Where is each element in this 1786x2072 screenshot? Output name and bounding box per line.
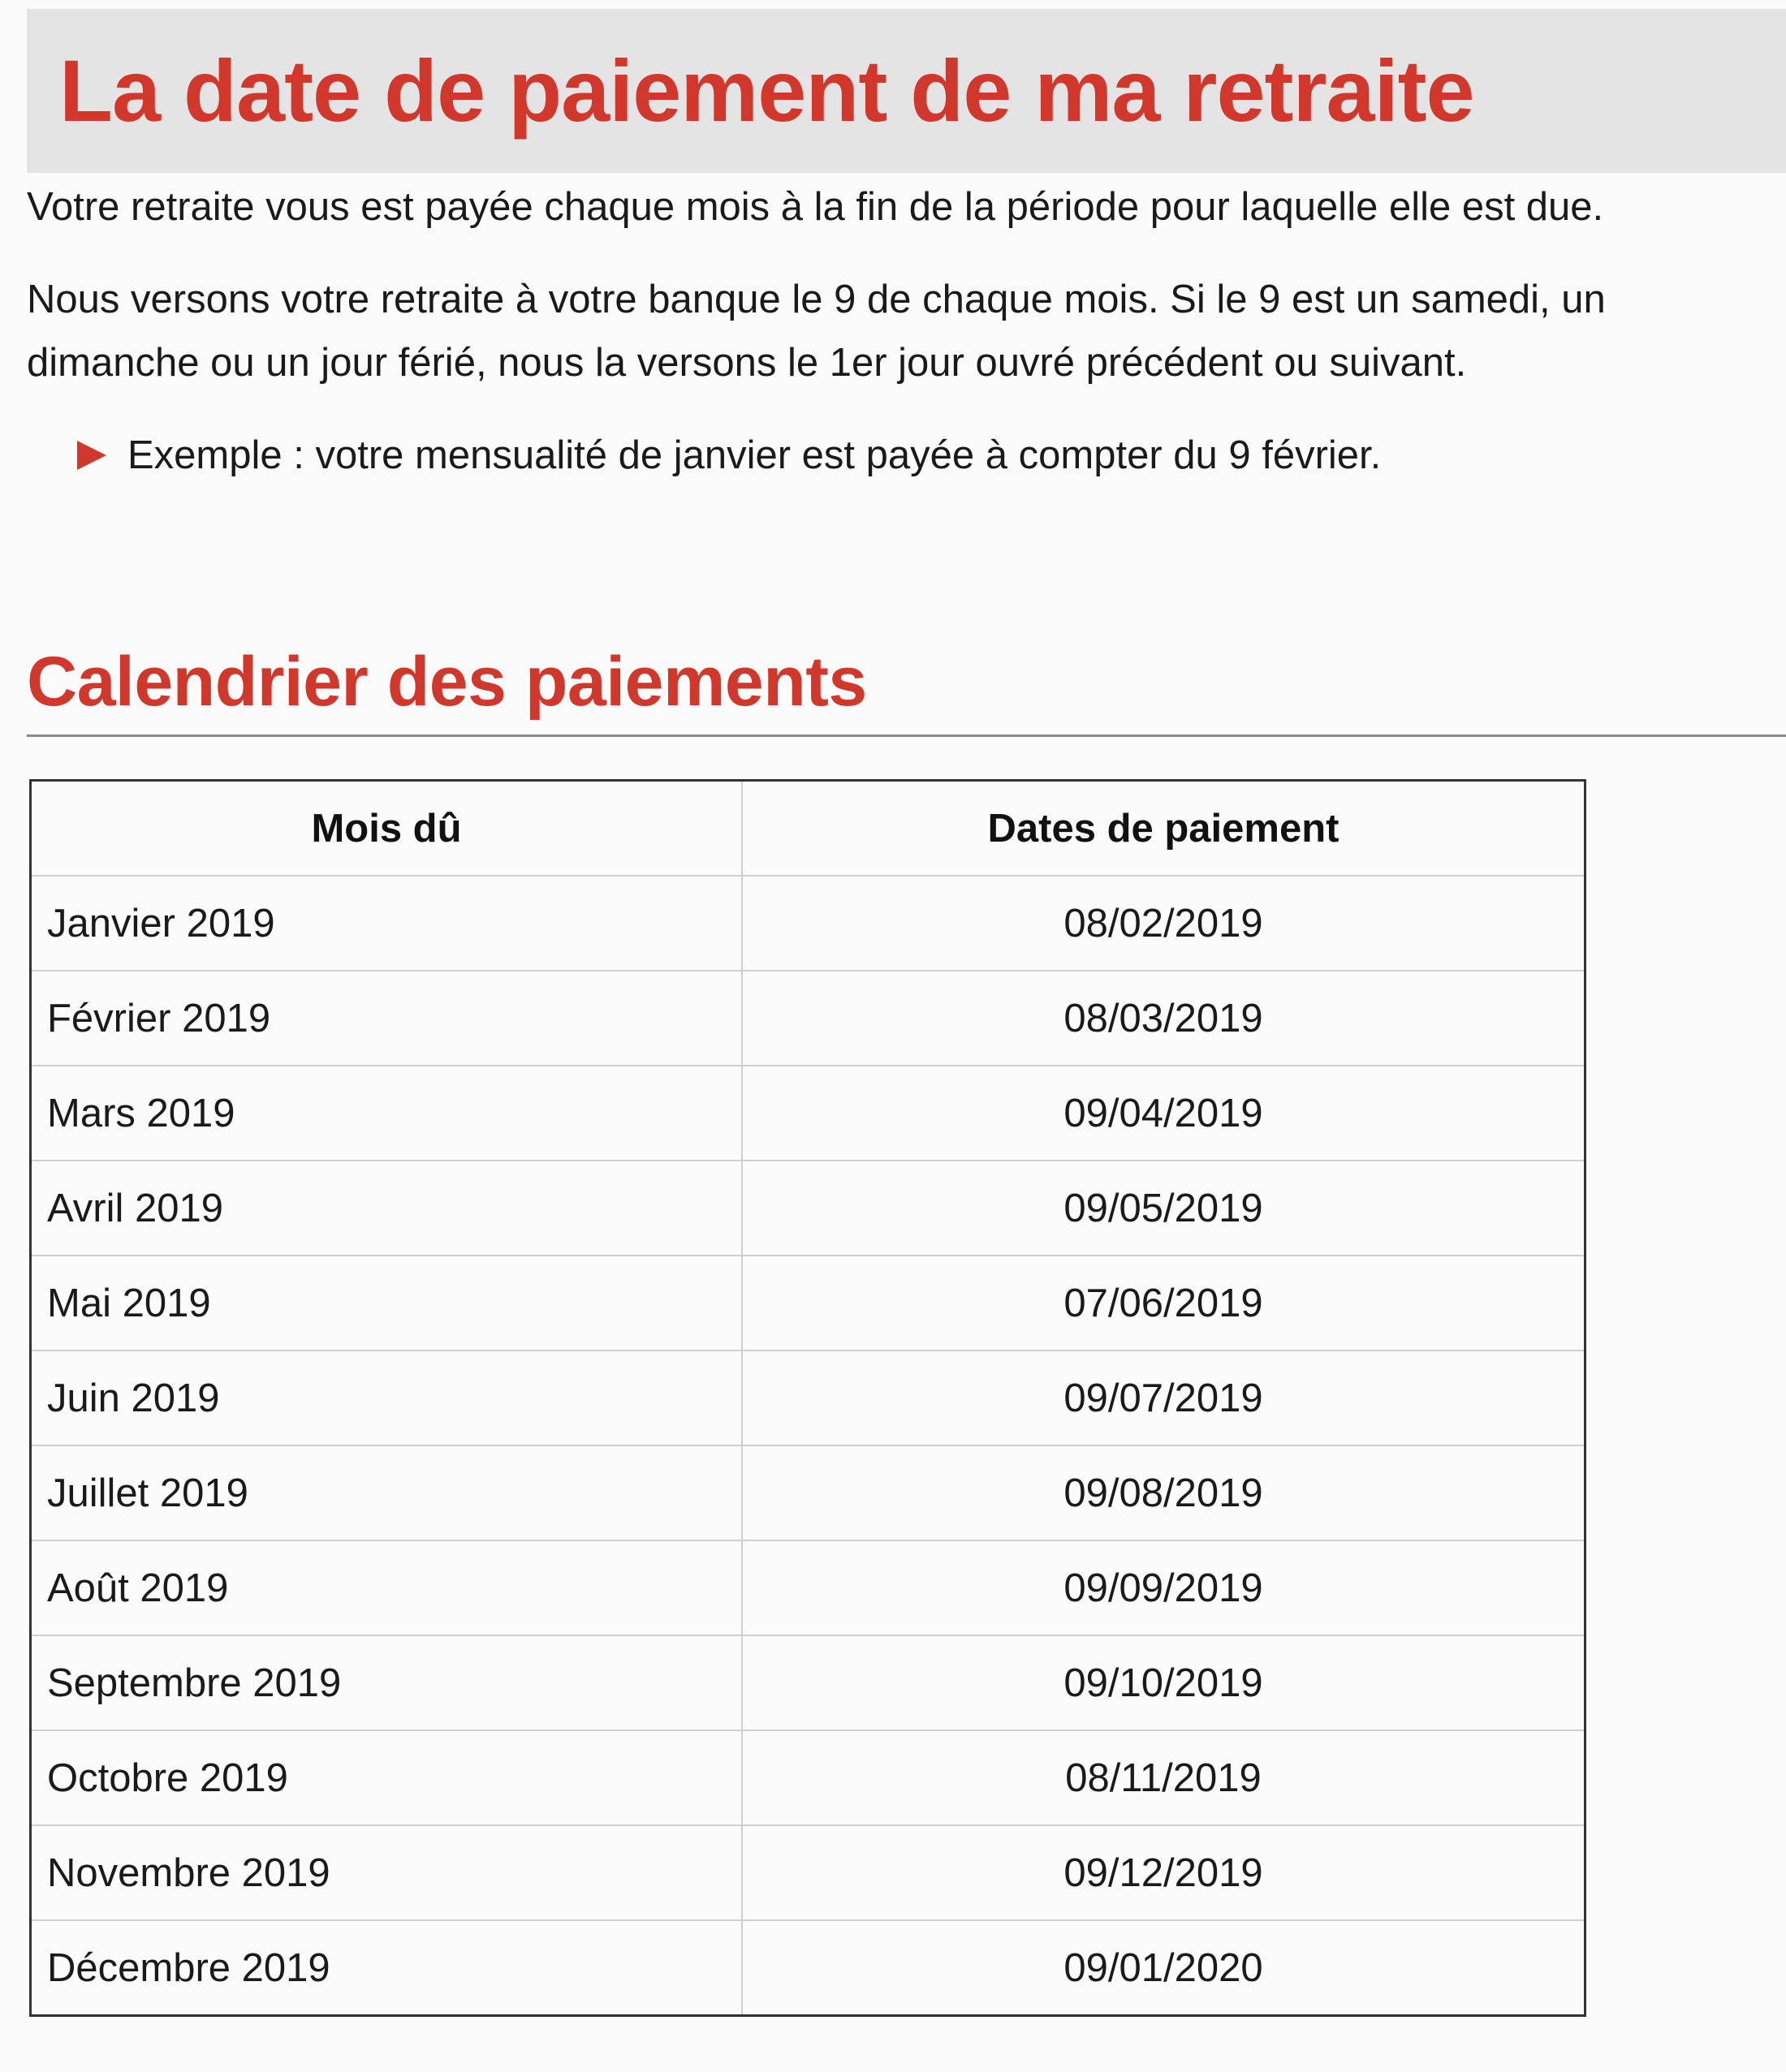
month-cell: Mars 2019 bbox=[31, 1066, 743, 1161]
payment-date-cell: 09/01/2020 bbox=[742, 1920, 1585, 2016]
payment-date-cell: 09/10/2019 bbox=[742, 1635, 1585, 1730]
table-row bbox=[31, 1540, 1585, 1635]
payment-date-cell: 08/11/2019 bbox=[742, 1730, 1585, 1825]
payment-date-cell: 09/12/2019 bbox=[742, 1825, 1585, 1920]
month-cell: Février 2019 bbox=[31, 971, 743, 1066]
table-row bbox=[31, 1920, 1585, 2016]
month-cell: Juin 2019 bbox=[31, 1350, 743, 1445]
payment-date-cell: 09/07/2019 bbox=[742, 1350, 1585, 1445]
month-cell: Octobre 2019 bbox=[31, 1730, 743, 1825]
payment-date-cell: 08/03/2019 bbox=[742, 971, 1585, 1066]
column-header-date: Dates de paiement bbox=[742, 781, 1585, 877]
table-row bbox=[31, 1066, 1585, 1161]
table-row bbox=[31, 971, 1585, 1066]
table-row bbox=[31, 876, 1585, 971]
payment-date-cell: 07/06/2019 bbox=[742, 1256, 1585, 1350]
payment-date-cell: 09/05/2019 bbox=[742, 1161, 1585, 1256]
payment-date-cell: 09/04/2019 bbox=[742, 1066, 1585, 1161]
table-row bbox=[31, 1825, 1585, 1920]
table-row bbox=[31, 1730, 1585, 1825]
triangle-right-icon bbox=[77, 441, 106, 470]
example-text: Exemple : votre mensualité de janvier est payée à compter du 9 février. bbox=[127, 433, 1382, 477]
section-title: Calendrier des paiements bbox=[27, 643, 867, 721]
month-cell: Novembre 2019 bbox=[31, 1825, 743, 1920]
payment-date-cell: 09/09/2019 bbox=[742, 1540, 1585, 1635]
month-cell: Décembre 2019 bbox=[31, 1920, 743, 2016]
intro-paragraph: Votre retraite vous est payée chaque mois à la fin de la période pour laquelle elle est due. bbox=[27, 185, 1604, 229]
example-item bbox=[77, 424, 1381, 487]
table-row bbox=[31, 1161, 1585, 1256]
table-row bbox=[31, 1445, 1585, 1540]
column-header-month: Mois dû bbox=[31, 781, 743, 877]
month-cell: Avril 2019 bbox=[31, 1161, 743, 1256]
table-row bbox=[31, 1350, 1585, 1445]
payment-calendar-table bbox=[29, 779, 1586, 2017]
table-header-row bbox=[31, 781, 1585, 877]
table-row bbox=[31, 1256, 1585, 1350]
month-cell: Août 2019 bbox=[31, 1540, 743, 1635]
month-cell: Septembre 2019 bbox=[31, 1635, 743, 1730]
payment-date-cell: 08/02/2019 bbox=[742, 876, 1585, 971]
table-row bbox=[31, 1635, 1585, 1730]
month-cell: Mai 2019 bbox=[31, 1256, 743, 1350]
payment-rule-paragraph: Nous versons votre retraite à votre banque le 9 de chaque mois. Si le 9 est un samedi, un dimanche ou un jour férié, nous la versons le 1er jour ouvré précédent ou suivant. bbox=[27, 278, 1606, 385]
page-title: La date de paiement de ma retraite bbox=[59, 41, 1474, 140]
month-cell: Janvier 2019 bbox=[31, 876, 743, 971]
payment-date-cell: 09/08/2019 bbox=[742, 1445, 1585, 1540]
month-cell: Juillet 2019 bbox=[31, 1445, 743, 1540]
section-divider bbox=[27, 734, 1786, 737]
title-banner bbox=[27, 9, 1786, 173]
